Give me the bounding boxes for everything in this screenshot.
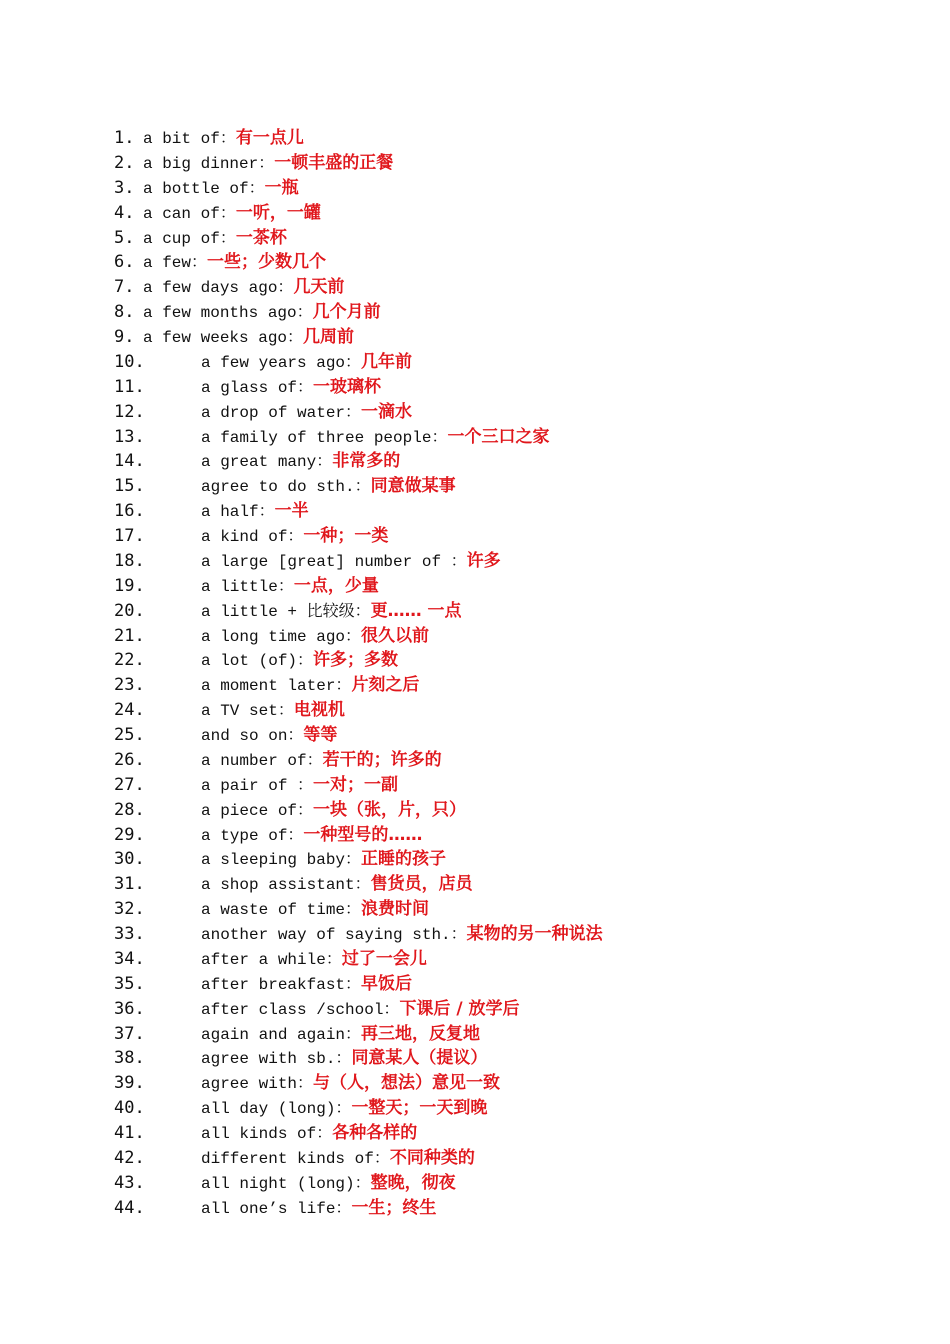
- english-phrase: a waste of time：: [201, 901, 362, 920]
- english-phrase: a shop assistant：: [201, 876, 371, 895]
- phrase-entry: [114, 275, 603, 300]
- chinese-meaning: 正睡的孩子: [361, 849, 447, 870]
- chinese-meaning: 几个月前: [312, 302, 381, 323]
- english-phrase: a cup of：: [143, 229, 236, 248]
- phrase-entry: [114, 425, 603, 450]
- chinese-meaning: 一听，一罐: [235, 202, 321, 223]
- phrase-entry: [114, 226, 603, 251]
- chinese-meaning: 一茶杯: [235, 227, 287, 248]
- phrase-entry: [114, 1196, 603, 1221]
- entry-number: 30.: [114, 849, 145, 870]
- english-phrase: a little：: [201, 577, 294, 596]
- entry-number: 33.: [114, 924, 145, 944]
- entry-number: 7.: [114, 277, 135, 298]
- chinese-meaning: 售货员，店员: [370, 874, 473, 895]
- english-phrase: a few years ago：: [201, 353, 362, 372]
- english-phrase: agree with：: [201, 1075, 314, 1094]
- phrase-entry: [114, 400, 603, 425]
- english-phrase: a little + 比较级：: [201, 602, 371, 621]
- entry-number: 43.: [114, 1172, 145, 1193]
- phrase-entry: [114, 449, 603, 474]
- entry-number: 29.: [114, 824, 145, 845]
- entry-number: 25.: [114, 725, 145, 745]
- entry-number: 19.: [114, 575, 145, 596]
- chinese-meaning: 等等: [303, 725, 338, 745]
- entry-number: 26.: [114, 749, 145, 770]
- chinese-meaning: 一对；一副: [313, 774, 399, 795]
- english-phrase: after breakfast：: [201, 975, 362, 994]
- entry-number: 17.: [114, 526, 145, 546]
- chinese-meaning: 许多；多数: [313, 650, 399, 671]
- english-phrase: a can of：: [143, 204, 236, 223]
- entry-number: 3.: [114, 177, 135, 198]
- chinese-meaning: 许多: [466, 550, 501, 571]
- chinese-meaning: 几年前: [361, 351, 413, 372]
- entry-number: 35.: [114, 973, 145, 994]
- phrase-entry: [114, 375, 603, 400]
- entry-number: 31.: [114, 874, 145, 895]
- english-phrase: all night (long)：: [201, 1174, 371, 1193]
- english-phrase: a piece of：: [201, 801, 314, 820]
- chinese-meaning: 一种；一类: [303, 526, 389, 546]
- english-phrase: a large [great] number of ：: [201, 552, 467, 571]
- chinese-meaning: 同意做某事: [370, 476, 456, 497]
- phrase-entry: [114, 648, 603, 673]
- phrase-entry: [114, 1096, 603, 1121]
- phrase-entry: [114, 748, 603, 773]
- english-phrase: a few weeks ago：: [143, 329, 304, 347]
- phrase-entry: [114, 997, 603, 1022]
- chinese-meaning: 有一点儿: [235, 128, 304, 148]
- entry-number: 16.: [114, 501, 145, 522]
- phrase-entry: [114, 922, 603, 947]
- english-phrase: another way of saying sth.：: [201, 926, 467, 944]
- chinese-meaning: 一整天；一天到晚: [351, 1098, 488, 1119]
- phrase-entry: [114, 1171, 603, 1196]
- english-phrase: a few days ago：: [143, 279, 294, 298]
- phrase-entry: [114, 474, 603, 499]
- phrase-entry: [114, 773, 603, 798]
- phrase-entry: [114, 325, 603, 350]
- chinese-meaning: 一些；少数几个: [207, 252, 327, 273]
- chinese-meaning: 电视机: [293, 700, 345, 721]
- entry-number: 40.: [114, 1098, 145, 1119]
- english-phrase: a drop of water：: [201, 403, 362, 422]
- phrase-entry: [114, 823, 603, 848]
- english-phrase: a bit of：: [143, 130, 236, 148]
- entry-number: 37.: [114, 1023, 145, 1044]
- phrase-entry: [114, 126, 603, 151]
- entry-number: 4.: [114, 202, 135, 223]
- english-phrase: a glass of：: [201, 378, 314, 397]
- english-phrase: a type of：: [201, 826, 304, 845]
- english-phrase: all one’s life：: [201, 1199, 352, 1218]
- chinese-meaning: 与（人，想法）意见一致: [313, 1073, 501, 1094]
- entry-number: 6.: [114, 252, 135, 273]
- chinese-meaning: 一瓶: [264, 177, 299, 198]
- chinese-meaning: 更…… 一点: [370, 600, 462, 621]
- chinese-meaning: 几天前: [293, 277, 345, 298]
- english-phrase: and so on：: [201, 727, 304, 745]
- english-phrase: a moment later：: [201, 677, 352, 696]
- phrase-entry: [114, 972, 603, 997]
- english-phrase: after a while：: [201, 950, 342, 969]
- entry-number: 44.: [114, 1197, 145, 1218]
- english-phrase: a few：: [143, 254, 208, 273]
- chinese-meaning: 一块（张，片，只）: [313, 799, 467, 820]
- chinese-meaning: 非常多的: [332, 451, 401, 472]
- phrase-entry: [114, 897, 603, 922]
- entry-number: 24.: [114, 700, 145, 721]
- phrase-entry: [114, 872, 603, 897]
- entry-number: 39.: [114, 1073, 145, 1094]
- entry-number: 5.: [114, 227, 135, 248]
- phrase-entry: [114, 201, 603, 226]
- chinese-meaning: 整晚，彻夜: [370, 1172, 456, 1193]
- entry-number: 13.: [114, 426, 145, 447]
- phrase-entry: [114, 673, 603, 698]
- english-phrase: a long time ago：: [201, 627, 362, 646]
- phrase-entry: [114, 151, 603, 176]
- english-phrase: again and again：: [201, 1025, 362, 1044]
- entry-number: 15.: [114, 476, 145, 497]
- chinese-meaning: 一个三口之家: [447, 426, 550, 447]
- english-phrase: a kind of：: [201, 528, 304, 546]
- phrase-entry: [114, 549, 603, 574]
- phrase-entry: [114, 524, 603, 549]
- entry-number: 20.: [114, 600, 145, 621]
- english-phrase: a family of three people：: [201, 428, 448, 447]
- phrase-entry: [114, 574, 603, 599]
- chinese-meaning: 一生；终生: [351, 1197, 437, 1218]
- chinese-meaning: 很久以前: [361, 625, 430, 646]
- phrase-entry: [114, 350, 603, 375]
- phrase-entry: [114, 698, 603, 723]
- entry-number: 1.: [114, 128, 135, 148]
- entry-number: 10.: [114, 351, 145, 372]
- english-phrase: a great many：: [201, 453, 333, 472]
- entry-number: 12.: [114, 401, 145, 422]
- phrase-entry: [114, 1071, 603, 1096]
- english-phrase: different kinds of：: [201, 1149, 390, 1168]
- entry-number: 14.: [114, 451, 145, 472]
- phrase-entry: [114, 798, 603, 823]
- english-phrase: agree to do sth.：: [201, 478, 371, 497]
- chinese-meaning: 若干的；许多的: [322, 749, 442, 770]
- english-phrase: after class /school：: [201, 1000, 400, 1019]
- phrase-entry: [114, 599, 603, 624]
- chinese-meaning: 片刻之后: [351, 675, 420, 696]
- chinese-meaning: 过了一会儿: [341, 948, 427, 969]
- phrase-list: [114, 126, 603, 1221]
- phrase-entry: [114, 1146, 603, 1171]
- entry-number: 9.: [114, 327, 135, 347]
- entry-number: 32.: [114, 899, 145, 920]
- phrase-entry: [114, 624, 603, 649]
- entry-number: 38.: [114, 1048, 145, 1069]
- chinese-meaning: 再三地，反复地: [361, 1023, 481, 1044]
- phrase-entry: [114, 250, 603, 275]
- chinese-meaning: 各种各样的: [332, 1123, 418, 1143]
- entry-number: 23.: [114, 675, 145, 696]
- chinese-meaning: 一滴水: [361, 401, 413, 422]
- english-phrase: a bottle of：: [143, 179, 265, 198]
- english-phrase: a number of：: [201, 751, 323, 770]
- entry-number: 8.: [114, 302, 135, 323]
- phrase-entry: [114, 847, 603, 872]
- english-phrase: a TV set：: [201, 702, 294, 721]
- chinese-meaning: 一玻璃杯: [313, 376, 382, 397]
- english-phrase: agree with sb.：: [201, 1050, 352, 1069]
- phrase-entry: [114, 1046, 603, 1071]
- chinese-meaning: 同意某人（提议）: [351, 1048, 488, 1069]
- english-phrase: a half：: [201, 503, 275, 522]
- entry-number: 22.: [114, 650, 145, 671]
- english-phrase: a few months ago：: [143, 304, 313, 323]
- phrase-entry: [114, 1121, 603, 1146]
- phrase-entry: [114, 723, 603, 748]
- chinese-meaning: 下课后 / 放学后: [399, 998, 520, 1019]
- chinese-meaning: 几周前: [303, 327, 355, 347]
- entry-number: 41.: [114, 1123, 145, 1143]
- entry-number: 36.: [114, 998, 145, 1019]
- entry-number: 28.: [114, 799, 145, 820]
- entry-number: 27.: [114, 774, 145, 795]
- chinese-meaning: 一种型号的……: [303, 824, 423, 845]
- chinese-meaning: 某物的另一种说法: [466, 924, 603, 944]
- chinese-meaning: 浪费时间: [361, 899, 430, 920]
- entry-number: 18.: [114, 550, 145, 571]
- english-phrase: a lot (of)：: [201, 652, 314, 671]
- entry-number: 11.: [114, 376, 145, 397]
- chinese-meaning: 早饭后: [361, 973, 413, 994]
- entry-number: 34.: [114, 948, 145, 969]
- chinese-meaning: 一顿丰盛的正餐: [274, 152, 394, 173]
- english-phrase: a sleeping baby：: [201, 851, 362, 870]
- english-phrase: all day (long)：: [201, 1100, 352, 1119]
- entry-number: 21.: [114, 625, 145, 646]
- entry-number: 42.: [114, 1147, 145, 1168]
- entry-number: 2.: [114, 152, 135, 173]
- phrase-entry: [114, 499, 603, 524]
- english-phrase: all kinds of：: [201, 1125, 333, 1143]
- phrase-entry: [114, 176, 603, 201]
- phrase-entry: [114, 1022, 603, 1047]
- chinese-meaning: 不同种类的: [389, 1147, 475, 1168]
- chinese-meaning: 一点，少量: [293, 575, 379, 596]
- english-phrase: a pair of ：: [201, 776, 314, 795]
- english-phrase: a big dinner：: [143, 154, 275, 173]
- chinese-meaning: 一半: [274, 501, 309, 522]
- phrase-entry: [114, 300, 603, 325]
- phrase-entry: [114, 947, 603, 972]
